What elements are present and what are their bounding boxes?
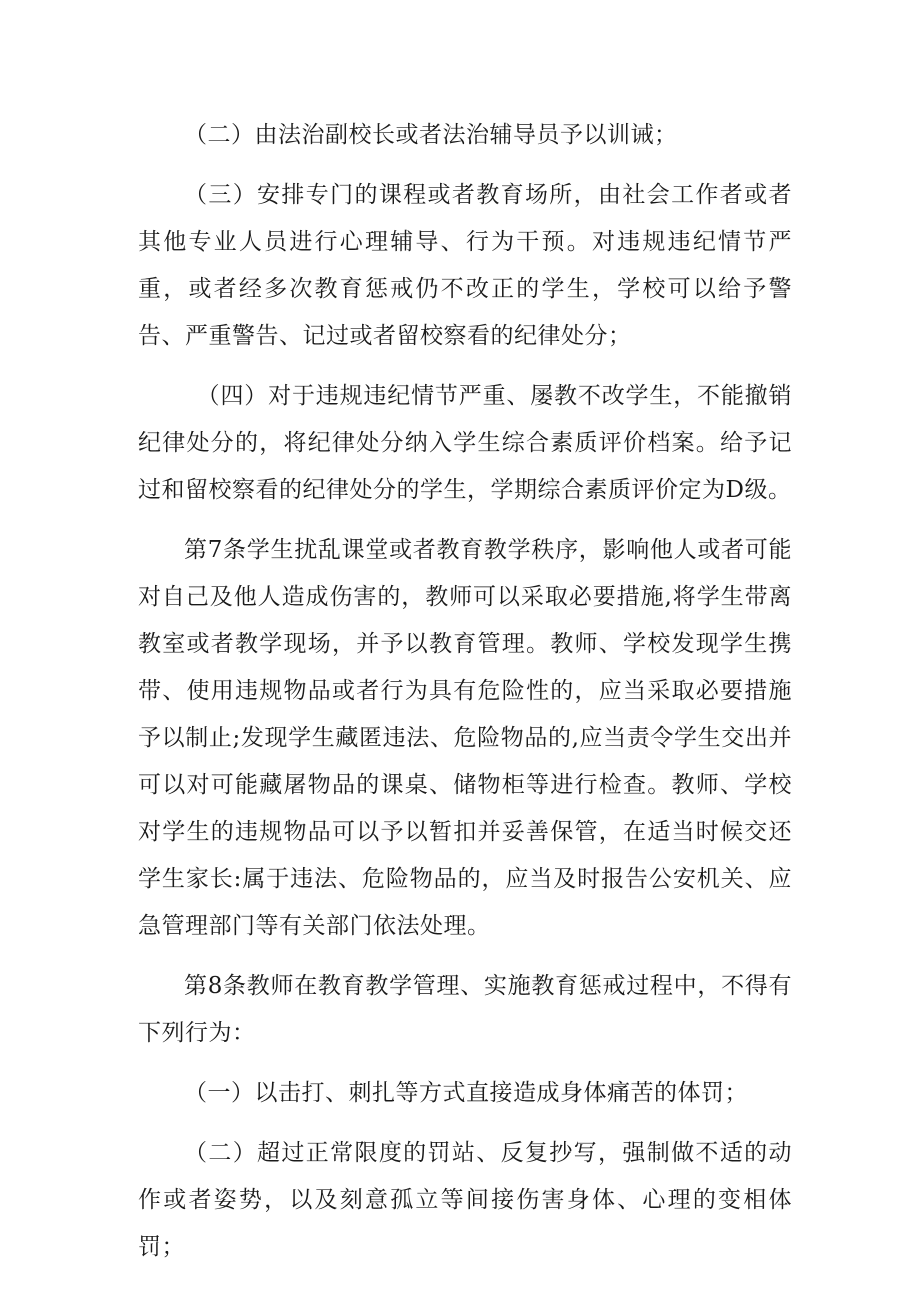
paragraph-article-8: 第8条教师在教育教学管理、实施教育惩戒过程中，不得有下列行为： [138, 973, 792, 1046]
paragraph-item-3-counseling: （三）安排专门的课程或者教育场所，由社会工作者或者其他专业人员进行心理辅导、行为干预。对违规违纪情节严重，或者经多次教育惩戒仍不改正的学生，学校可以给予警告、严重警告、记过或者留校察看的纪律处分； [138, 182, 792, 349]
paragraph-item-2-reprimand: （二）由法治副校长或者法治辅导员予以训诫； [184, 122, 678, 148]
document-body [138, 112, 792, 1272]
paragraph-article-7: 第7条学生扰乱课堂或者教育教学秩序，影响他人或者可能对自己及他人造成伤害的，教师可以采取必要措施,将学生带离教室或者教学现场，并予以教育管理。教师、学校发现学生携带、使用违规物品或者行为具有危险性的，应当采取必要措施予以制止;发现学生藏匿违法、危险物品的,应当责令学生交出并可以对可能藏屠物品的课桌、储物柜等进行检查。教师、学校对学生的违规物品可以予以暂扣并妥善保管，在适当时候交还学生家长:属于违法、危险物品的，应当及时报告公安机关、应急管理部门等有关部门依法处理。 [138, 537, 792, 939]
paragraph-prohibited-2-disguised-punishment: （二）超过正常限度的罚站、反复抄写，强制做不适的动作或者姿势，以及刻意孤立等间接伤害身体、心理的变相体罚； [138, 1140, 792, 1260]
paragraph-item-4-disciplinary-record: （四）对于违规违纪情节严重、屡教不改学生，不能撤销纪律处分的，将纪律处分纳入学生综合素质评价档案。给予记过和留校察看的纪律处分的学生，学期综合素质评价定为D级。 [138, 383, 792, 503]
paragraph-prohibited-1-corporal-punishment: （一）以击打、刺扎等方式直接造成身体痛苦的体罚； [184, 1080, 748, 1106]
